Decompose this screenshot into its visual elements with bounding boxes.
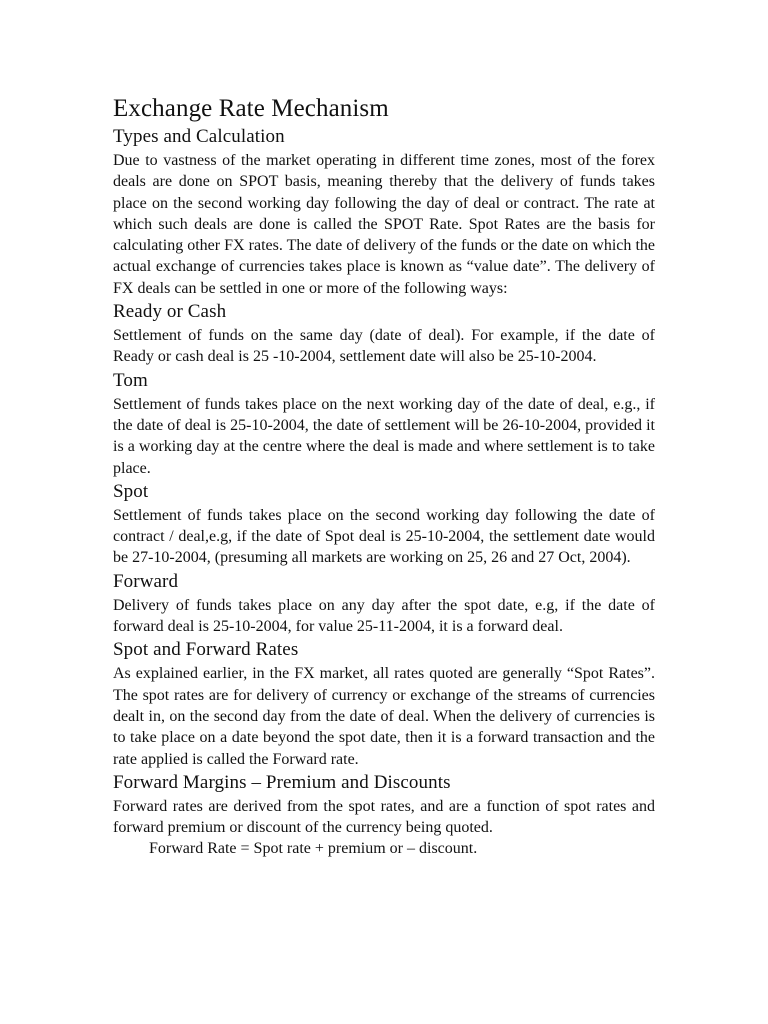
section-body-forward: Delivery of funds takes place on any day after the spot date, e.g, if the date of forward deal is 25-10-2004, for value 25-11-2004, it is a forward deal. [113, 596, 655, 636]
section-heading-types-and-calculation: Types and Calculation [113, 126, 285, 147]
section-heading-forward-margins: Forward Margins – Premium and Discounts [113, 771, 451, 793]
section-body-forward-margins: Forward rates are derived from the spot rates, and are a function of spot rates and forward premium or discount of the currency being quoted. [113, 797, 655, 837]
section-heading-spot: Spot [113, 480, 149, 502]
section-body-spot-and-forward-rates: As explained earlier, in the FX market, all rates quoted are generally “Spot Rates”. The spot rates are for delivery of currency or exchange of the streams of currencies dealt in, on the second day from the date of deal. When the delivery of currencies is to take place on a date beyond the spot date, then it is a forward transaction and the rate applied is called the Forward rate. [113, 665, 655, 768]
section-heading-ready-or-cash: Ready or Cash [113, 301, 227, 323]
forward-rate-formula: Forward Rate = Spot rate + premium or – discount. [149, 840, 478, 858]
section-heading-spot-and-forward-rates: Spot and Forward Rates [113, 639, 299, 661]
section-body-ready-or-cash: Settlement of funds on the same day (date of deal). For example, if the date of Ready or cash deal is 25 -10-2004, settlement date will also be 25-10-2004. [113, 327, 655, 366]
section-body-types-and-calculation: Due to vastness of the market operating in different time zones, most of the forex deals are done on SPOT basis, meaning thereby that the delivery of funds takes place on the second working day following the day of deal or contract. The rate at which such deals are done is called the SPOT Rate. Spot Rates are the basis for calculating other FX rates. The date of delivery of the funds or the date on which the actual exchange of currencies takes place is known as “value date”. The delivery of FX deals can be settled in one or more of the following ways: [113, 152, 655, 297]
section-heading-forward: Forward [113, 570, 179, 592]
section-heading-tom: Tom [113, 369, 148, 391]
section-body-spot: Settlement of funds takes place on the second working day following the date of contract / deal,e.g, if the date of Spot deal is 25-10-2004, the settlement date would be 27-10-2004, (presuming all markets are working on 25, 26 and 27 Oct, 2004). [113, 506, 655, 567]
document-title: Exchange Rate Mechanism [113, 95, 389, 122]
section-body-tom: Settlement of funds takes place on the next working day of the date of deal, e.g., if the date of deal is 25-10-2004, the date of settlement will be 26-10-2004, provided it is a working day at the centre where the deal is made and where settlement is to take place. [113, 395, 655, 477]
document-page [113, 92, 655, 860]
